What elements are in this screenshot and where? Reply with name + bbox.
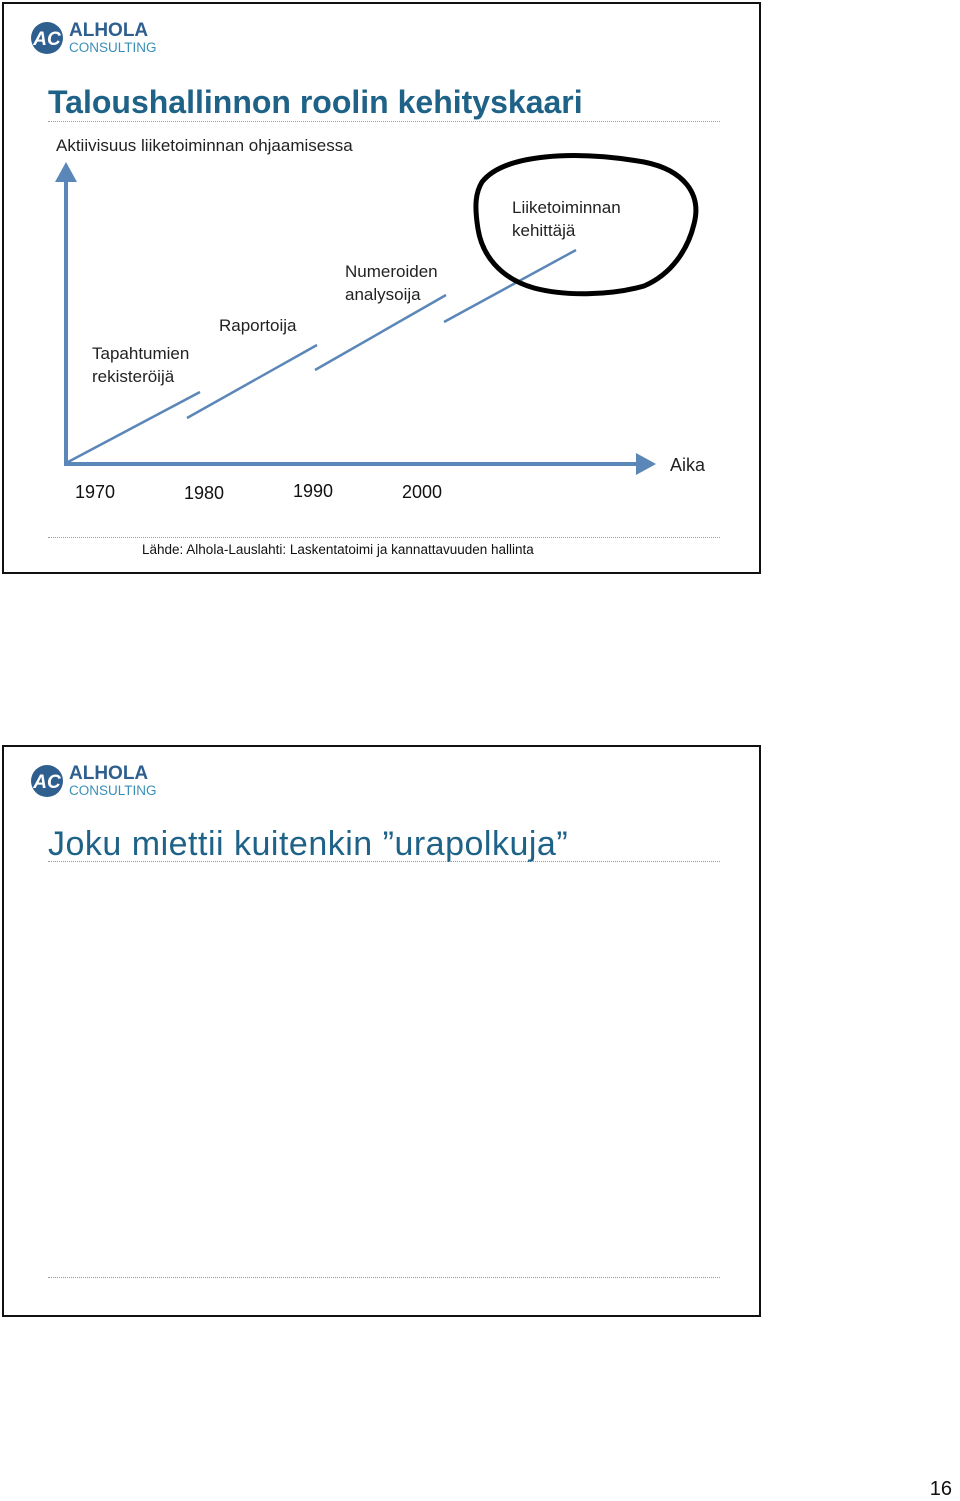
stage-2-line (187, 345, 317, 418)
svg-text:ALHOLA: ALHOLA (69, 763, 149, 784)
title-divider (48, 861, 720, 862)
source-citation: Lähde: Alhola-Lauslahti: Laskentatoimi ja kannattavuuden hallinta (142, 542, 534, 557)
stage-1-label: Tapahtumien rekisteröijä (92, 344, 190, 386)
slide-title: Taloushallinnon roolin kehityskaari (48, 84, 583, 120)
x-axis-label: Aika (670, 455, 706, 475)
alhola-consulting-logo (29, 761, 189, 801)
stage-3-label: Numeroiden analysoija (345, 262, 438, 304)
svg-text:ALHOLA: ALHOLA (69, 20, 149, 41)
slide-2 (2, 745, 761, 1317)
year-label-1980: 1980 (184, 483, 225, 503)
stage-2-label: Raportoija (219, 316, 297, 335)
slide-1 (2, 2, 761, 574)
x-axis-arrowhead (636, 453, 656, 475)
stage-4-line (444, 250, 576, 322)
svg-text:CONSULTING: CONSULTING (69, 40, 157, 55)
year-label-1970: 1970 (75, 482, 116, 502)
stage-4-label: Liiketoiminnan kehittäjä (512, 198, 621, 240)
slide-title: Joku miettii kuitenkin ”urapolkuja” (48, 825, 569, 863)
svg-text:AC: AC (33, 772, 61, 793)
svg-text:CONSULTING: CONSULTING (69, 783, 157, 798)
y-axis-arrowhead (55, 162, 77, 182)
stage-1-line (68, 392, 200, 462)
y-axis-label: Aktiivisuus liiketoiminnan ohjaamisessa (56, 136, 353, 155)
footer-divider (48, 1277, 720, 1278)
page-number: 16 (929, 1478, 952, 1500)
stage-3-line (315, 295, 446, 370)
year-label-1990: 1990 (293, 481, 334, 501)
year-label-2000: 2000 (402, 482, 443, 502)
svg-text:AC: AC (33, 29, 61, 50)
footer-divider (48, 537, 720, 538)
